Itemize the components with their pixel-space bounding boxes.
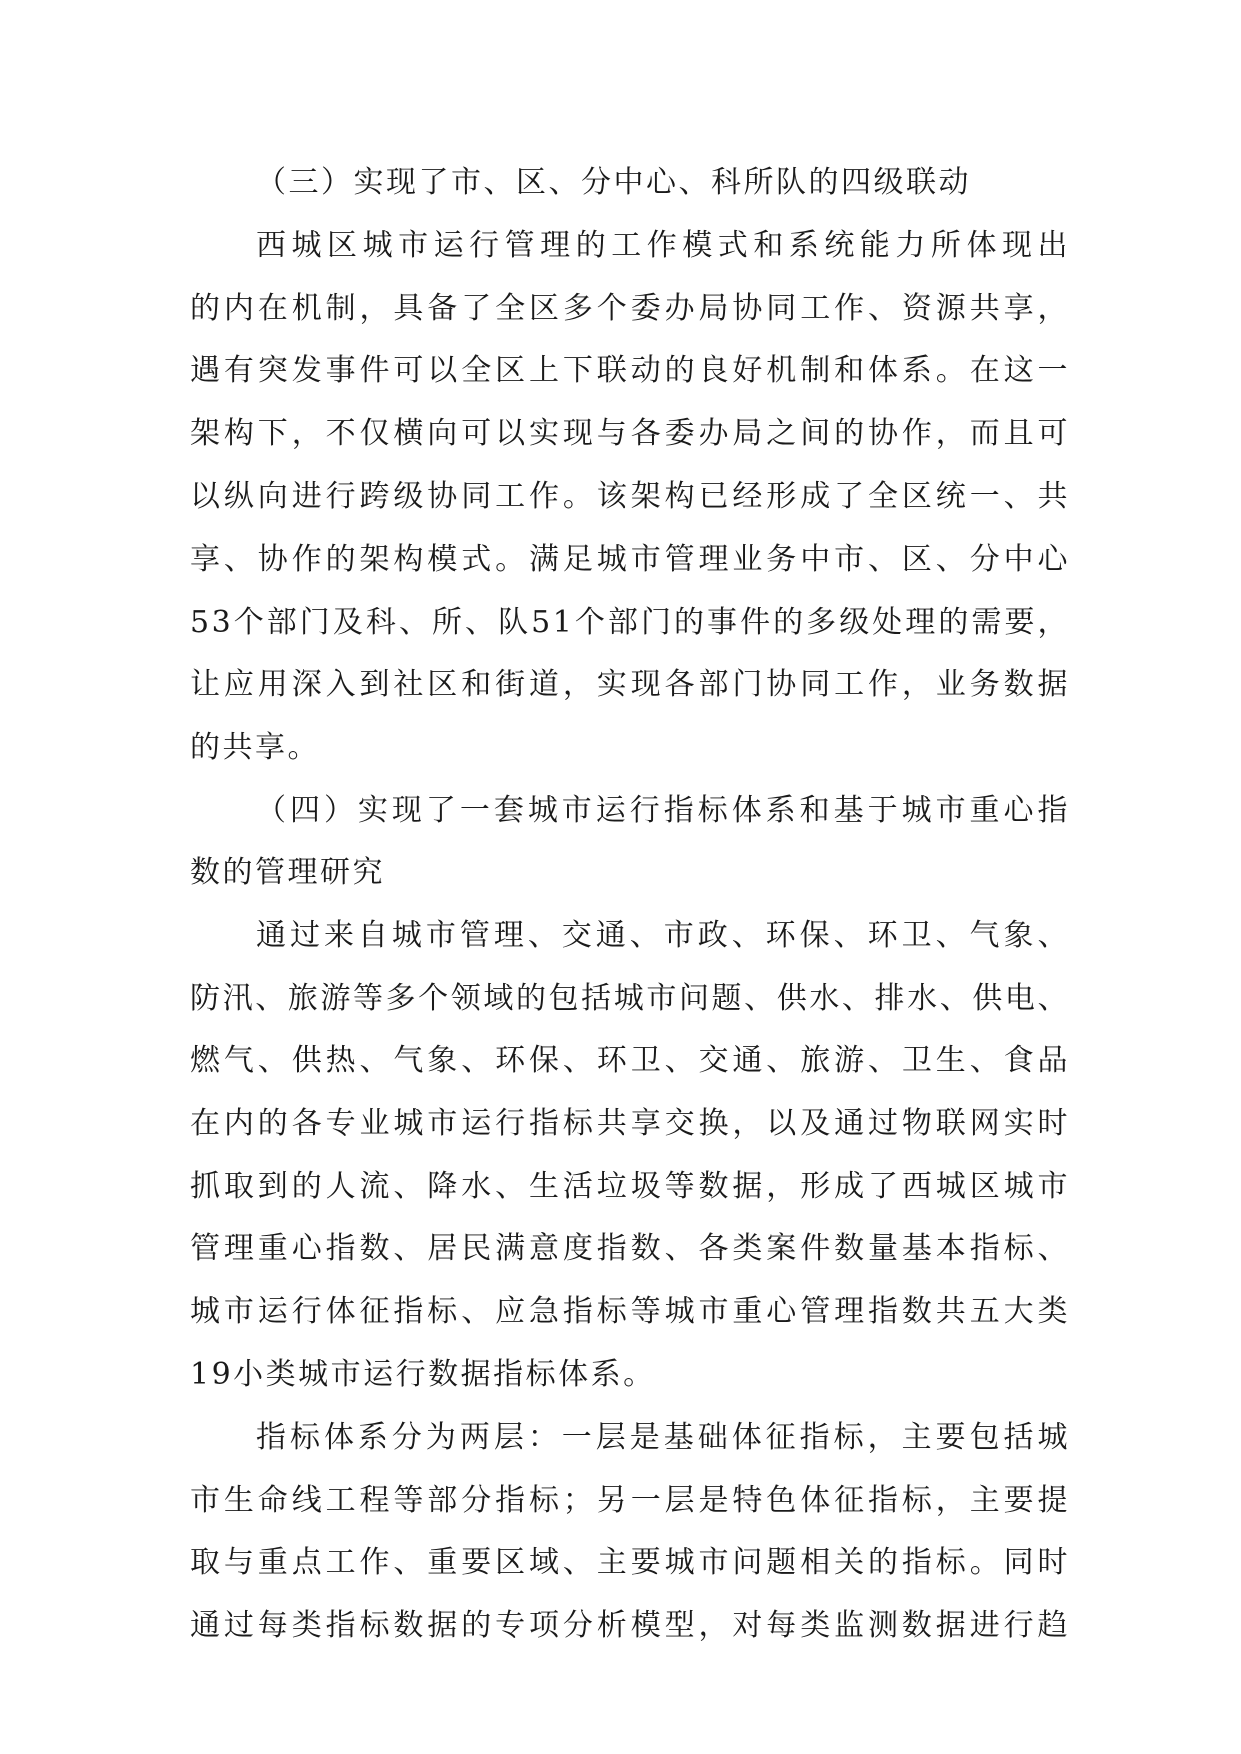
paragraph-line: 燃气、供热、气象、环保、环卫、交通、旅游、卫生、食品 (190, 1043, 1070, 1078)
paragraph-line: 指标体系分为两层：一层是基础体征指标，主要包括城 (256, 1420, 1070, 1455)
paragraph-line: 取与重点工作、重要区域、主要城市问题相关的指标。同时 (190, 1545, 1070, 1580)
paragraph-line: 市生命线工程等部分指标；另一层是特色体征指标，主要提 (190, 1483, 1070, 1518)
paragraph-line: 19小类城市运行数据指标体系。 (190, 1357, 656, 1392)
paragraph-line: 的共享。 (190, 730, 320, 765)
paragraph-line: 通过每类指标数据的专项分析模型，对每类监测数据进行趋 (190, 1608, 1070, 1643)
paragraph-line: 管理重心指数、居民满意度指数、各类案件数量基本指标、 (190, 1231, 1070, 1266)
section-heading-4-cont: 数的管理研究 (190, 855, 385, 890)
paragraph-line: 遇有突发事件可以全区上下联动的良好机制和体系。在这一 (190, 353, 1070, 388)
paragraph-line: 让应用深入到社区和街道，实现各部门协同工作，业务数据 (190, 667, 1070, 702)
paragraph-line: 架构下，不仅横向可以实现与各委办局之间的协作，而且可 (190, 416, 1070, 451)
paragraph-line: 通过来自城市管理、交通、市政、环保、环卫、气象、 (256, 918, 1070, 953)
paragraph-line: 在内的各专业城市运行指标共享交换，以及通过物联网实时 (190, 1106, 1070, 1141)
paragraph-line: 享、协作的架构模式。满足城市管理业务中市、区、分中心 (190, 542, 1070, 577)
paragraph-line: 的内在机制，具备了全区多个委办局协同工作、资源共享， (190, 291, 1070, 326)
section-heading-4: （四）实现了一套城市运行指标体系和基于城市重心指 (256, 793, 1070, 828)
paragraph-line: 城市运行体征指标、应急指标等城市重心管理指数共五大类 (190, 1294, 1070, 1329)
section-heading-3: （三）实现了市、区、分中心、科所队的四级联动 (256, 165, 971, 200)
paragraph-line: 以纵向进行跨级协同工作。该架构已经形成了全区统一、共 (190, 479, 1070, 514)
paragraph-line: 西城区城市运行管理的工作模式和系统能力所体现出 (256, 228, 1070, 263)
paragraph-line: 抓取到的人流、降水、生活垃圾等数据，形成了西城区城市 (190, 1169, 1070, 1204)
paragraph-line: 53个部门及科、所、队51个部门的事件的多级处理的需要， (190, 605, 1070, 640)
paragraph-line: 防汛、旅游等多个领域的包括城市问题、供水、排水、供电、 (190, 981, 1070, 1016)
